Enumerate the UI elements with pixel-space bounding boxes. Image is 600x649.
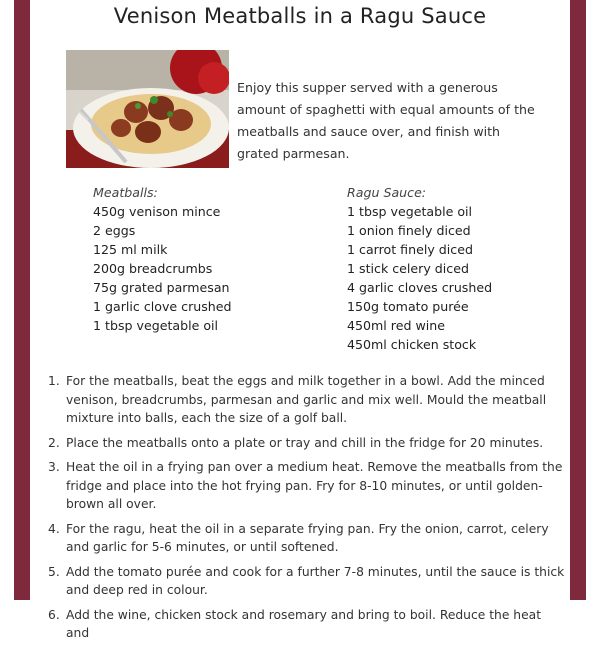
method-step bbox=[48, 606, 568, 643]
method-step bbox=[48, 434, 568, 453]
ingredient-item: 75g grated parmesan bbox=[93, 280, 230, 295]
ragu-ingredients bbox=[347, 183, 492, 354]
ingredient-item: 1 tbsp vegetable oil bbox=[347, 204, 473, 219]
step-number: 3. bbox=[48, 460, 60, 474]
ingredient-item: 150g tomato purée bbox=[347, 299, 469, 314]
step-text: For the ragu, heat the oil in a separate frying pan. Fry the onion, carrot, celery and garlic for 5-6 minutes, or until softened. bbox=[66, 521, 549, 554]
recipe-intro: Enjoy this supper served with a generous amount of spaghetti with equal amounts of the meatballs and sauce over, and finish with grated parmesan. bbox=[237, 80, 535, 161]
recipe-page bbox=[30, 0, 570, 640]
ingredient-item: 450ml red wine bbox=[347, 318, 445, 333]
ingredient-item: 450ml chicken stock bbox=[347, 337, 477, 352]
step-number: 4. bbox=[48, 521, 60, 536]
ingredient-item: 1 carrot finely diced bbox=[347, 242, 473, 257]
left-border bbox=[14, 0, 30, 600]
method-steps bbox=[48, 372, 568, 649]
step-text: Heat the oil in a frying pan over a medium heat. Remove the meatballs from the fridge and place into the hot frying pan. Fry for 8-10 minutes, or until golden-brown all over. bbox=[66, 460, 563, 511]
meatballs-photo bbox=[66, 50, 229, 168]
step-text: Place the meatballs onto a plate or tray and chill in the fridge for 20 minutes. bbox=[66, 435, 544, 450]
step-number: 1. bbox=[48, 374, 60, 388]
ingredient-item: 125 ml milk bbox=[93, 242, 168, 257]
ingredient-item: 2 eggs bbox=[93, 223, 136, 238]
ingredient-item: 1 garlic clove crushed bbox=[93, 299, 232, 314]
step-number: 6. bbox=[48, 607, 60, 622]
method-step bbox=[48, 458, 568, 514]
ragu-heading: Ragu Sauce: bbox=[347, 185, 427, 200]
method-step bbox=[48, 563, 568, 600]
method-step bbox=[48, 520, 568, 557]
step-text: Add the tomato purée and cook for a further 7-8 minutes, until the sauce is thick and deep red in colour. bbox=[66, 564, 565, 597]
method-step bbox=[48, 372, 568, 428]
step-text: Add the wine, chicken stock and rosemary and bring to boil. Reduce the heat and bbox=[66, 607, 542, 640]
meatballs-heading: Meatballs: bbox=[93, 185, 158, 200]
right-border bbox=[570, 0, 586, 600]
recipe-title: Venison Meatballs in a Ragu Sauce bbox=[113, 4, 487, 28]
meatballs-ingredients bbox=[93, 183, 232, 335]
ingredient-item: 450g venison mince bbox=[93, 204, 221, 219]
ingredient-item: 1 stick celery diced bbox=[347, 261, 469, 276]
ingredient-item: 1 onion finely diced bbox=[347, 223, 471, 238]
step-number: 5. bbox=[48, 564, 60, 579]
ingredient-item: 1 tbsp vegetable oil bbox=[93, 318, 219, 333]
ingredient-item: 200g breadcrumbs bbox=[93, 261, 213, 276]
step-number: 2. bbox=[48, 435, 60, 450]
ingredient-item: 4 garlic cloves crushed bbox=[347, 280, 493, 295]
step-text: For the meatballs, beat the eggs and milk together in a bowl. Add the minced venison, breadcrumbs, parmesan and garlic and mix well. Mould the meatball mixture into balls, each the size of a golf ball. bbox=[66, 374, 547, 425]
